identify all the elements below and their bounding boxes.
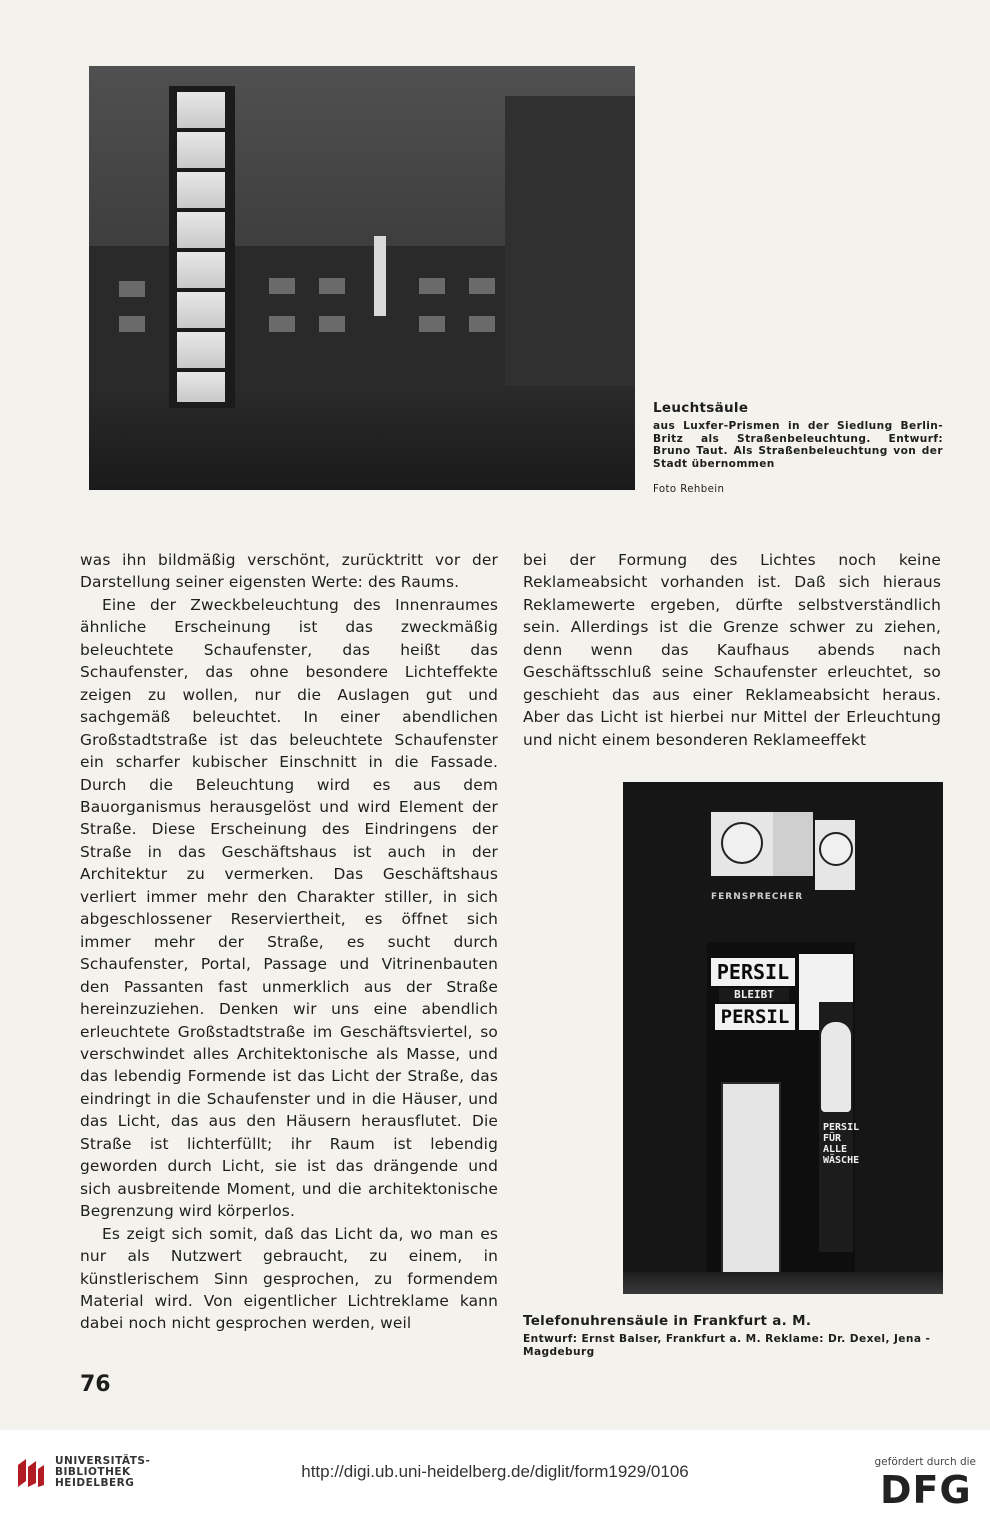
clock-panel-middle bbox=[773, 812, 813, 876]
persil-panel-top: PERSIL bbox=[711, 958, 795, 986]
library-line: HEIDELBERG bbox=[55, 1476, 135, 1489]
photo-credit: Foto Rehbein bbox=[653, 484, 725, 495]
paragraph: Eine der Zweckbeleuchtung des Innenraumes ähnliche Erscheinung ist das zweckmäßig beleuchtete Schaufenster, das heißt das Schaufenster, das ohne besondere Lichteffekte zeigen zu wollen, nur die Auslagen gut und sachgemäß beleuchtet. In einer abendlichen Großstadtstraße ist das beleuchtete Schaufenster ein scharfer kubischer Einschnitt in die Fassade. Durch die Beleuchtung wird es aus dem Bauorganismus herausgelöst und wird Element der Straße. Diese Erscheinung des Eindringens der Straße in das Geschäftshaus ist auch in der Architektur zu vermerken. Das Geschäftshaus verliert immer mehr den Charakter stiller, in sich abgeschlossener Reserviertheit, es öffnet sich immer mehr der Straße, es sucht durch Schaufenster, Portal, Passage und Vitrinenbauten den Passanten fast unmerklich aus der Straße hereinzuziehen. Denken wir uns eine abendlich erleuchtete Großstadtstraße im Geschäftsviertel, so verschwindet alles Architektonische als Masse, und das lebendig Formende ist das Licht der Straße, das eindringt in die Schaufenster und in die Häuser, und das Licht, das aus den Häusern herausflutet. Die Straße ist lichterfüllt; ihr Raum ist lebendig geworden durch Licht, sie ist das drängende und sich ausbreitende Moment, und die architektonische Begrenzung wird körperlos. bbox=[80, 595, 498, 1221]
text-column-right bbox=[523, 549, 941, 751]
photo-window bbox=[269, 316, 295, 332]
persil-figure-icon bbox=[821, 1022, 851, 1112]
persil-panel-middle: BLEIBT bbox=[719, 988, 789, 1002]
photo-window bbox=[119, 316, 145, 332]
photo-window bbox=[269, 278, 295, 294]
paragraph: bei der Formung des Lichtes noch keine Reklameabsicht vorhanden ist. Daß sich hieraus Reklamewerte ergeben, dürfte selbstverständlich sein. Allerdings ist die Grenze schwer zu ziehen, denn wenn das Kaufhaus abends nach Geschäftsschluß seine Schaufenster erleuchtet, so geschieht das aus einer Reklameabsicht heraus. Aber das Licht ist hierbei nur Mittel der Erleuchtung und nicht einem besonderen Reklameeffekt bbox=[523, 551, 941, 749]
photo-window bbox=[469, 278, 495, 294]
clock-panel bbox=[711, 812, 773, 876]
photo-light-column bbox=[169, 86, 235, 408]
photo-window bbox=[119, 281, 145, 297]
library-line: UNIVERSITÄTS- bbox=[55, 1455, 151, 1467]
caption-title-leuchtsaeule: Leuchtsäule bbox=[653, 400, 749, 416]
persil-panel-bottom: PERSIL bbox=[715, 1004, 795, 1030]
caption-text-telefonuhrensaeule: Entwurf: Ernst Balser, Frankfurt a. M. Reklame: Dr. Dexel, Jena - Magdeburg bbox=[523, 1333, 931, 1358]
fernsprecher-band: FERNSPRECHER bbox=[711, 892, 804, 902]
column-pane bbox=[177, 172, 225, 208]
column-pane bbox=[177, 212, 225, 248]
persil-side-text: PERSIL FÜR ALLE WÄSCHE bbox=[823, 1122, 860, 1166]
column-pane bbox=[177, 92, 225, 128]
caption-title-telefonuhrensaeule: Telefonuhrensäule in Frankfurt a. M. bbox=[523, 1313, 812, 1329]
photo-leuchtsaeule bbox=[89, 66, 635, 490]
photo-telefonuhrensaeule bbox=[623, 782, 943, 1294]
funding-note: gefördert durch die bbox=[874, 1456, 976, 1468]
source-url-link[interactable]: http://digi.ub.uni-heidelberg.de/diglit/form1929/0106 bbox=[301, 1462, 689, 1481]
paragraph: was ihn bildmäßig verschönt, zurücktritt vor der Darstellung seiner eigensten Werte: des Raums. bbox=[80, 551, 498, 592]
photo-window bbox=[419, 316, 445, 332]
clock-panel bbox=[815, 820, 855, 890]
photo-lit-slit bbox=[374, 236, 386, 316]
library-line: BIBLIOTHEK bbox=[55, 1465, 131, 1478]
photo-floor bbox=[623, 1272, 943, 1294]
photo-window bbox=[319, 316, 345, 332]
clock-face-icon bbox=[721, 822, 763, 864]
column-pane bbox=[177, 252, 225, 288]
paragraph: Es zeigt sich somit, daß das Licht da, wo man es nur als Nutzwert gebraucht, zu einem, in künstlerischem Sinn gesprochen, zu formendem Material wird. Von eigentlicher Lichtreklame kann dabei noch nicht gesprochen werden, weil bbox=[80, 1224, 498, 1333]
photo-window bbox=[419, 278, 445, 294]
dfg-logo: DFG bbox=[880, 1468, 972, 1512]
clock-face-icon bbox=[819, 832, 853, 866]
photo-building-right bbox=[505, 96, 635, 386]
photo-window bbox=[469, 316, 495, 332]
caption-text-leuchtsaeule: aus Luxfer-Prismen in der Siedlung Berlin-Britz als Straßenbeleuchtung. Entwurf: Bruno Taut. Als Straßenbeleuchtung von der Stadt übernommen bbox=[653, 420, 943, 470]
kiosk-door bbox=[721, 1082, 781, 1286]
text-column-left bbox=[80, 549, 498, 1335]
photo-window bbox=[319, 278, 345, 294]
column-pane bbox=[177, 332, 225, 368]
column-pane bbox=[177, 292, 225, 328]
column-pane bbox=[177, 132, 225, 168]
page-number: 76 bbox=[80, 1372, 111, 1397]
column-pane bbox=[177, 372, 225, 402]
